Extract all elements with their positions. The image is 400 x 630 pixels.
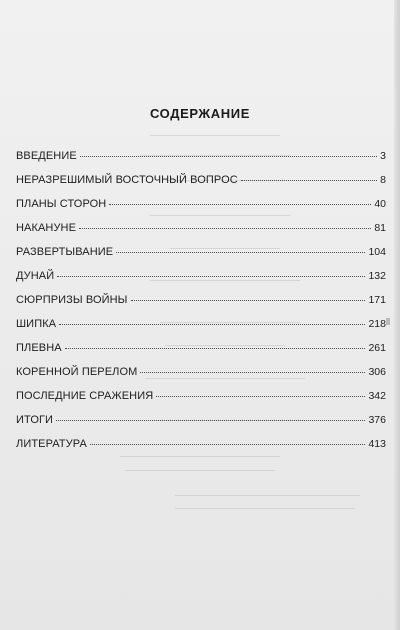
toc-entry-page: 342 bbox=[368, 390, 386, 402]
dot-leader bbox=[65, 348, 366, 349]
toc-entry-page: 3 bbox=[380, 150, 386, 162]
toc-entry-label: НЕРАЗРЕШИМЫЙ ВОСТОЧНЫЙ ВОПРОС bbox=[16, 174, 238, 186]
table-of-contents bbox=[16, 150, 386, 462]
toc-entry-label: ПЛАНЫ СТОРОН bbox=[16, 198, 107, 210]
toc-entry-page: 306 bbox=[368, 366, 386, 378]
dot-leader bbox=[131, 300, 366, 301]
dot-leader bbox=[59, 324, 365, 325]
dot-leader bbox=[57, 276, 365, 277]
dot-leader bbox=[56, 420, 365, 421]
toc-entry-9 bbox=[16, 342, 386, 366]
toc-entry-label: ПОСЛЕДНИЕ СРАЖЕНИЯ bbox=[16, 390, 154, 402]
toc-entry-page: 261 bbox=[368, 342, 386, 354]
toc-entry-11 bbox=[16, 390, 386, 414]
toc-entry-page: 376 bbox=[368, 414, 386, 426]
toc-title: СОДЕРЖАНИЕ bbox=[150, 106, 250, 121]
toc-entry-6 bbox=[16, 270, 386, 294]
dot-leader bbox=[116, 252, 365, 253]
toc-entry-page: 218 bbox=[368, 318, 386, 330]
toc-entry-page: 413 bbox=[368, 438, 386, 450]
dot-leader bbox=[90, 444, 366, 445]
toc-entry-page: 40 bbox=[374, 198, 386, 210]
dot-leader bbox=[140, 372, 365, 373]
toc-entry-label: ДУНАЙ bbox=[16, 270, 55, 282]
toc-entry-page: 171 bbox=[368, 294, 386, 306]
toc-entry-7 bbox=[16, 294, 386, 318]
toc-entry-label: ИТОГИ bbox=[16, 414, 54, 426]
toc-entry-page: 81 bbox=[374, 222, 386, 234]
toc-entry-1 bbox=[16, 150, 386, 174]
toc-entry-label: ШИПКА bbox=[16, 318, 57, 330]
toc-entry-label: ПЛЕВНА bbox=[16, 342, 62, 354]
toc-entry-label: ВВЕДЕНИЕ bbox=[16, 150, 77, 162]
toc-entry-page: 104 bbox=[368, 246, 386, 258]
toc-entry-label: РАЗВЕРТЫВАНИЕ bbox=[16, 246, 114, 258]
dot-leader bbox=[156, 396, 365, 397]
dot-leader bbox=[109, 204, 371, 205]
toc-entry-label: НАКАНУНЕ bbox=[16, 222, 77, 234]
toc-entry-3 bbox=[16, 198, 386, 222]
toc-entry-page: 8 bbox=[380, 174, 386, 186]
toc-entry-8 bbox=[16, 318, 386, 342]
page-edge-shadow bbox=[394, 0, 400, 630]
toc-entry-12 bbox=[16, 414, 386, 438]
toc-entry-13 bbox=[16, 438, 386, 462]
toc-entry-label: ЛИТЕРАТУРА bbox=[16, 438, 87, 450]
dot-leader bbox=[79, 228, 371, 229]
toc-entry-page: 132 bbox=[368, 270, 386, 282]
toc-entry-label: КОРЕННОЙ ПЕРЕЛОМ bbox=[16, 366, 138, 378]
toc-entry-2 bbox=[16, 174, 386, 198]
toc-entry-label: СЮРПРИЗЫ ВОЙНЫ bbox=[16, 294, 128, 306]
toc-entry-4 bbox=[16, 222, 386, 246]
dot-leader bbox=[80, 156, 377, 157]
toc-entry-10 bbox=[16, 366, 386, 390]
binder-mark bbox=[386, 318, 390, 325]
dot-leader bbox=[241, 180, 377, 181]
toc-entry-5 bbox=[16, 246, 386, 270]
